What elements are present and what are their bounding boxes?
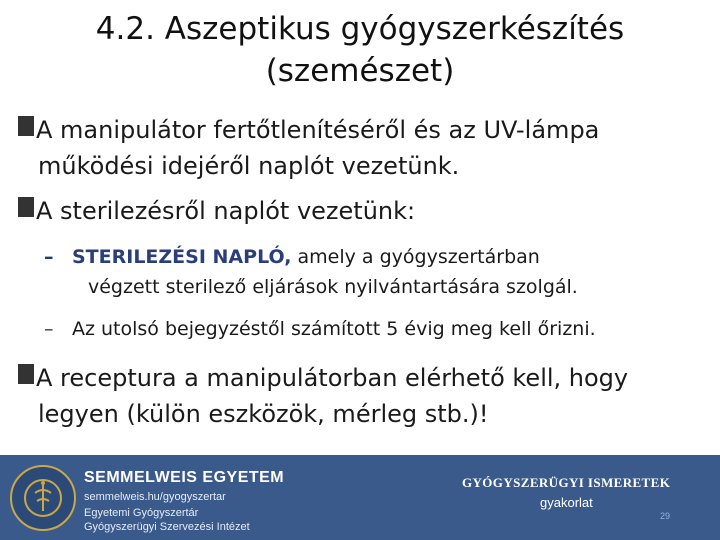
sub-bullet-2	[44, 314, 714, 344]
department-line-2: Gyógyszerügyi Szervezési Intézet	[84, 521, 250, 533]
university-url: semmelweis.hu/gyogyszertar	[84, 491, 226, 503]
bullet-3	[18, 360, 708, 432]
bullet-marker-icon	[18, 364, 34, 384]
sub-bullet-2-text: Az utolsó bejegyzéstől számított 5 évig meg kell őrizni.	[72, 318, 596, 340]
dash-marker: –	[44, 318, 54, 340]
bullet-3-line-2: legyen (külön eszközök, mérleg stb.)!	[38, 400, 489, 428]
course-title: GYÓGYSZERÜGYI ISMERETEK	[462, 475, 671, 490]
course-subtitle: gyakorlat	[540, 495, 593, 510]
university-name: SEMMELWEIS EGYETEM	[84, 469, 285, 486]
bullet-marker-icon	[18, 197, 34, 217]
sub-bullet-1-strong: STERILEZÉSI NAPLÓ,	[72, 246, 292, 268]
page-number: 29	[660, 511, 671, 521]
sub-bullet-1-rest: amely a gyógyszertárban	[291, 246, 540, 268]
bullet-1-line-2: működési idejéről naplót vezetünk.	[38, 152, 460, 180]
bullet-marker-icon	[18, 116, 34, 136]
department-line-1: Egyetemi Gyógyszertár	[84, 507, 199, 519]
bullet-1	[18, 112, 698, 184]
title-line-2: (szemészet)	[265, 53, 455, 89]
bullet-2-line-1: A sterilezésről naplót vezetünk:	[36, 197, 416, 225]
slide-title	[20, 8, 700, 92]
university-seal-icon	[10, 465, 76, 531]
sub-bullet-1-line-2: végzett sterilező eljárások nyilvántartására szolgál.	[88, 276, 578, 298]
bullet-3-line-1: A receptura a manipulátorban elérhető kell, hogy	[36, 364, 629, 392]
title-line-1: 4.2. Aszeptikus gyógyszerkészítés	[95, 11, 625, 47]
sub-bullet-1	[44, 242, 714, 302]
seal-emblem-icon	[12, 467, 74, 529]
dash-marker: –	[44, 246, 54, 268]
footer-band	[0, 455, 720, 540]
bullet-2	[18, 193, 698, 229]
bullet-1-line-1: A manipulátor fertőtlenítéséről és az UV-lámpa	[36, 116, 600, 144]
